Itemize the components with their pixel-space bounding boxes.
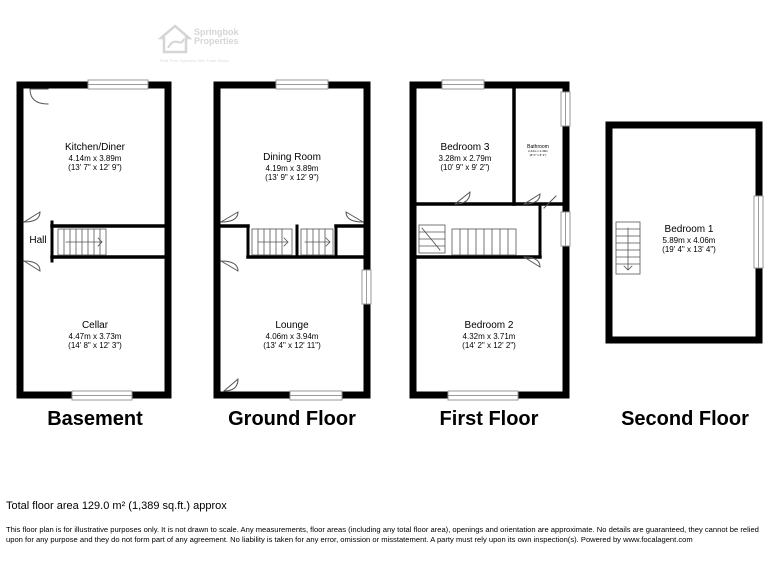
ground-door-dining-right-icon [346,212,363,222]
first-stairs-icon [419,225,516,255]
room-imperial: (13' 4" x 12' 11") [263,340,321,350]
room-dining-room [237,152,347,182]
room-metric: 4.06m x 3.94m [265,331,319,341]
room-name: Bathroom [527,144,549,150]
logo-brand-line2: Properties [194,36,239,47]
floor-title-basement: Basement [47,408,143,430]
room-bedroom-3 [416,142,514,172]
floor-title-first: First Floor [439,408,539,430]
logo-brand-line1: Springbok [194,27,239,37]
floor-title-second: Second Floor [621,408,749,430]
room-imperial: (13' 7" x 12' 9") [68,162,122,172]
room-name: Bedroom 2 [464,320,514,331]
room-lounge [237,320,347,350]
room-name: Bedroom 1 [664,224,714,235]
hall-door-lower-icon [24,261,40,271]
ground-stairs-icon [252,229,333,255]
ground-door-lounge-icon [221,261,238,271]
room-metric: 4.14m x 3.89m [68,153,122,163]
room-name: Dining Room [263,152,321,163]
basement-stairs-icon [58,229,106,255]
room-imperial: (14' 8" x 12' 3") [68,340,122,350]
room-imperial: (10' 9" x 9' 2") [440,162,490,172]
basement-door-top-icon [30,89,48,104]
room-metric: 2.44m x 2.49m [528,149,548,153]
room-metric: 5.89m x 4.06m [662,235,716,245]
room-metric: 4.19m x 3.89m [265,163,319,173]
room-name: Hall [29,235,47,246]
room-bedroom-2 [434,320,544,350]
ground-floor-plan [217,80,371,400]
room-metric: 4.32m x 3.71m [462,331,516,341]
room-name: Cellar [81,320,109,331]
room-imperial: (14' 2" x 12' 2") [462,340,516,350]
room-hall [24,235,52,247]
room-metric: 4.47m x 3.73m [68,331,122,341]
hall-door-upper-icon [24,212,40,222]
room-imperial: (13' 9" x 12' 9") [265,172,319,182]
ground-door-dining-left-icon [221,212,238,222]
ground-front-door-icon [224,379,238,391]
first-floor-plan [413,80,570,400]
bedroom3-door-icon [455,192,470,204]
room-imperial: (19' 4" x 13' 4") [662,244,716,254]
room-bedroom-1 [629,224,749,254]
room-name: Lounge [275,320,309,331]
logo-tagline: Real Time Specialist Slim Trade Status [160,58,229,63]
floor-title-ground: Ground Floor [228,408,356,430]
total-floor-area: Total floor area 129.0 m² (1,389 sq.ft.) approx [6,500,227,512]
room-imperial: (8' 0" x 8' 2") [529,152,547,157]
disclaimer-text: This floor plan is for illustrative purposes only. It is not drawn to scale. Any measurements, floor areas (including any total floor area), openings and orientation are approximate. No details are guaranteed, they cannot be relied upon for any purpose and they do not form part of any agreement. No liability is taken for any error, omission or misstatement. A party must rely upon its own inspection(s). Powered by www.focalagent.com [6,525,759,544]
room-metric: 3.28m x 2.79m [438,153,492,163]
room-kitchen-diner [40,142,150,172]
room-bathroom [516,144,560,157]
room-name: Bedroom 3 [440,142,490,153]
room-name: Kitchen/Diner [64,142,126,153]
room-cellar [40,320,150,350]
